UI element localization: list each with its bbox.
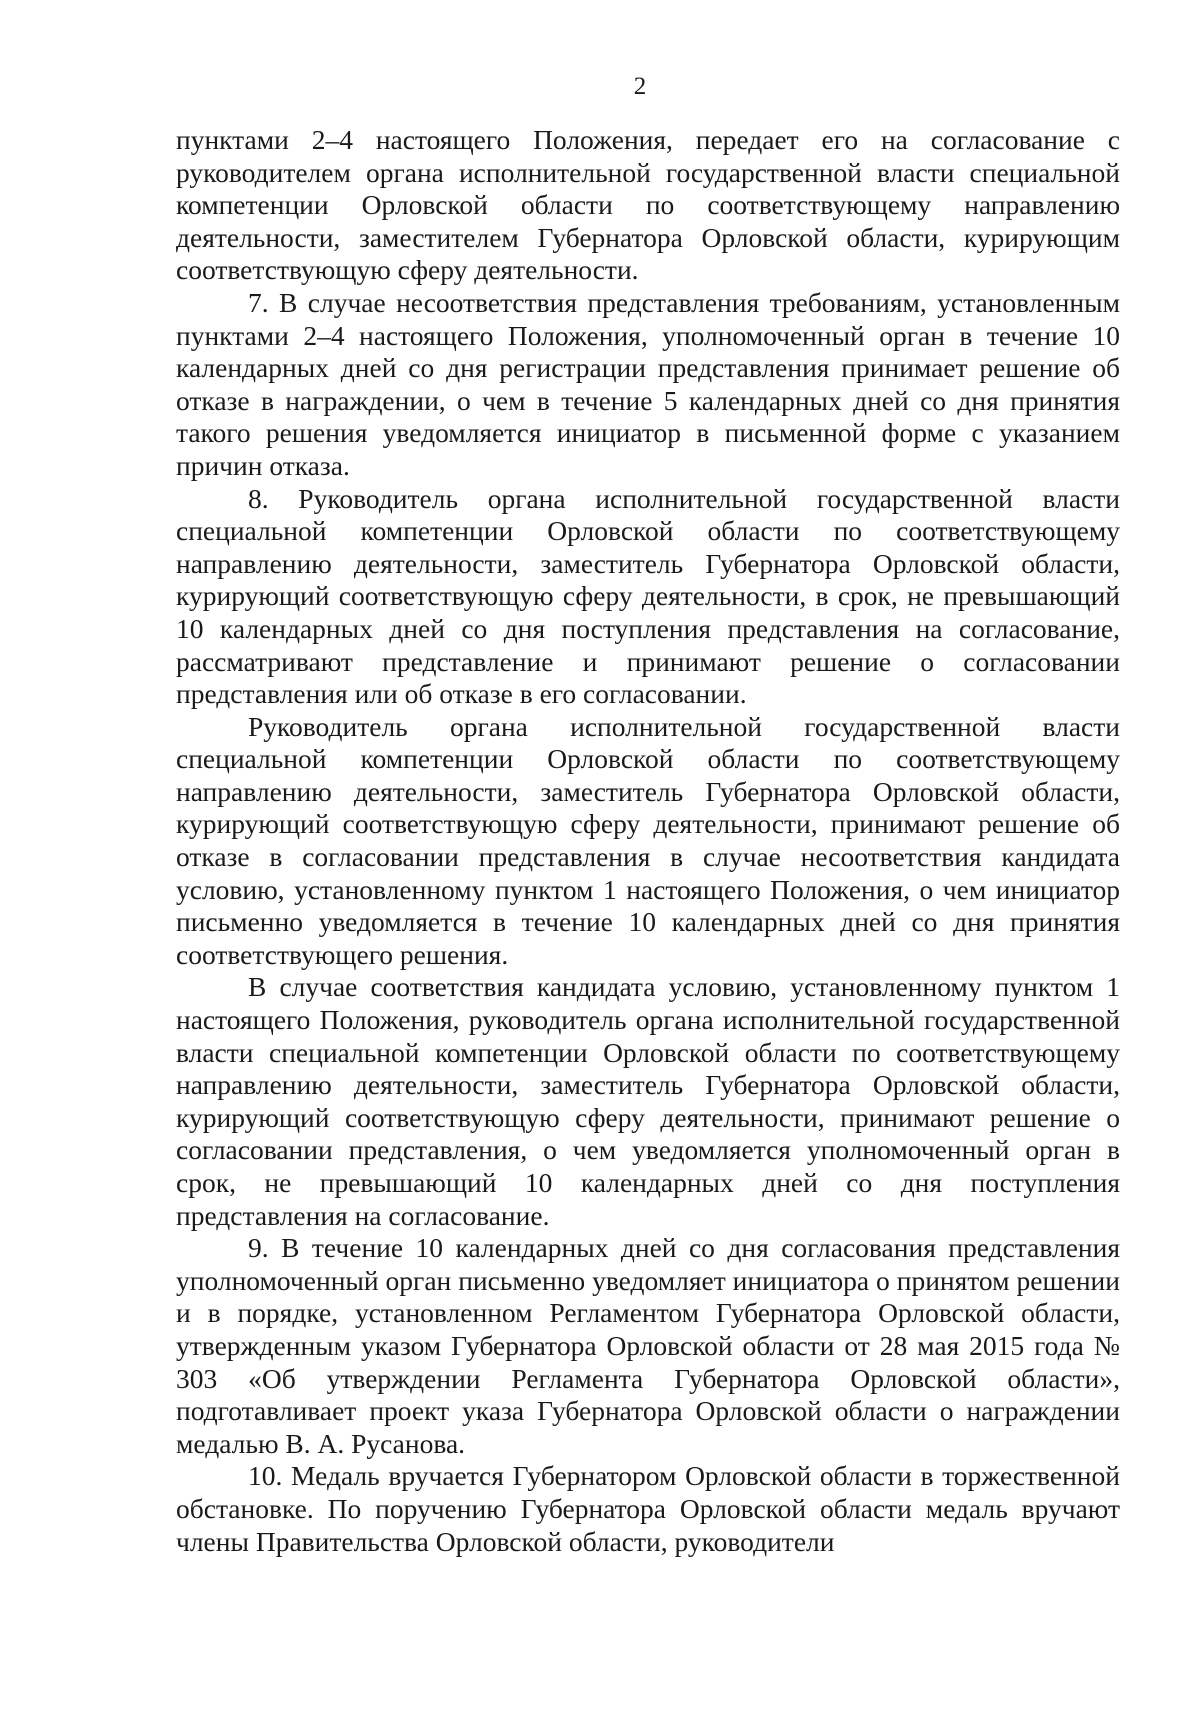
paragraph-item-8-approval: В случае соответствия кандидата условию, установленному пунктом 1 настоящего Положения, руководитель органа исполнительной государственной власти специальной компетенции Орловской области по соответствующему направлению деятельности, заместитель Губернатора Орловской области, курирующий соответствующую сферу деятельности, принимают решение о согласовании представления, о чем уведомляется уполномоченный орган в срок, не превышающий 10 календарных дней со дня поступления представления на согласование. [176, 971, 1120, 1231]
paragraph-item-7: 7. В случае несоответствия представления требованиям, установленным пунктами 2–4 настоящего Положения, уполномоченный орган в течение 10 календарных дней со дня регистрации представления принимает решение об отказе в награждении, о чем в течение 5 календарных дней со дня принятия такого решения уведомляется инициатор в письменной форме с указанием причин отказа. [176, 286, 1120, 481]
document-body [176, 124, 1120, 1558]
paragraph-item-10: 10. Медаль вручается Губернатором Орловской области в торжественной обстановке. По поручению Губернатора Орловской области медаль вручают члены Правительства Орловской области, руководители [176, 1460, 1120, 1557]
paragraph-item-8: 8. Руководитель органа исполнительной государственной власти специальной компетенции Орловской области по соответствующему направлению деятельности, заместитель Губернатора Орловской области, курирующий соответствующую сферу деятельности, в срок, не превышающий 10 календарных дней со дня поступления представления на согласование, рассматривают представление и принимают решение о согласовании представления или об отказе в его согласовании. [176, 482, 1120, 710]
page-number: 2 [633, 73, 647, 100]
paragraph-continuation: пунктами 2–4 настоящего Положения, передает его на согласование с руководителем органа исполнительной государственной власти специальной компетенции Орловской области по соответствующему направлению деятельности, заместителем Губернатора Орловской области, курирующим соответствующую сферу деятельности. [176, 124, 1120, 286]
paragraph-item-8-refusal: Руководитель органа исполнительной государственной власти специальной компетенции Орловской области по соответствующему направлению деятельности, заместитель Губернатора Орловской области, курирующий соответствующую сферу деятельности, принимают решение об отказе в согласовании представления в случае несоответствия кандидата условию, установленному пунктом 1 настоящего Положения, о чем инициатор письменно уведомляется в течение 10 календарных дней со дня принятия соответствующего решения. [176, 710, 1120, 970]
paragraph-item-9: 9. В течение 10 календарных дней со дня согласования представления уполномоченный орган письменно уведомляет инициатора о принятом решении и в порядке, установленном Регламентом Губернатора Орловской области, утвержденным указом Губернатора Орловской области от 28 мая 2015 года № 303 «Об утверждении Регламента Губернатора Орловской области», подготавливает проект указа Губернатора Орловской области о награждении медалью В. А. Русанова. [176, 1232, 1120, 1459]
